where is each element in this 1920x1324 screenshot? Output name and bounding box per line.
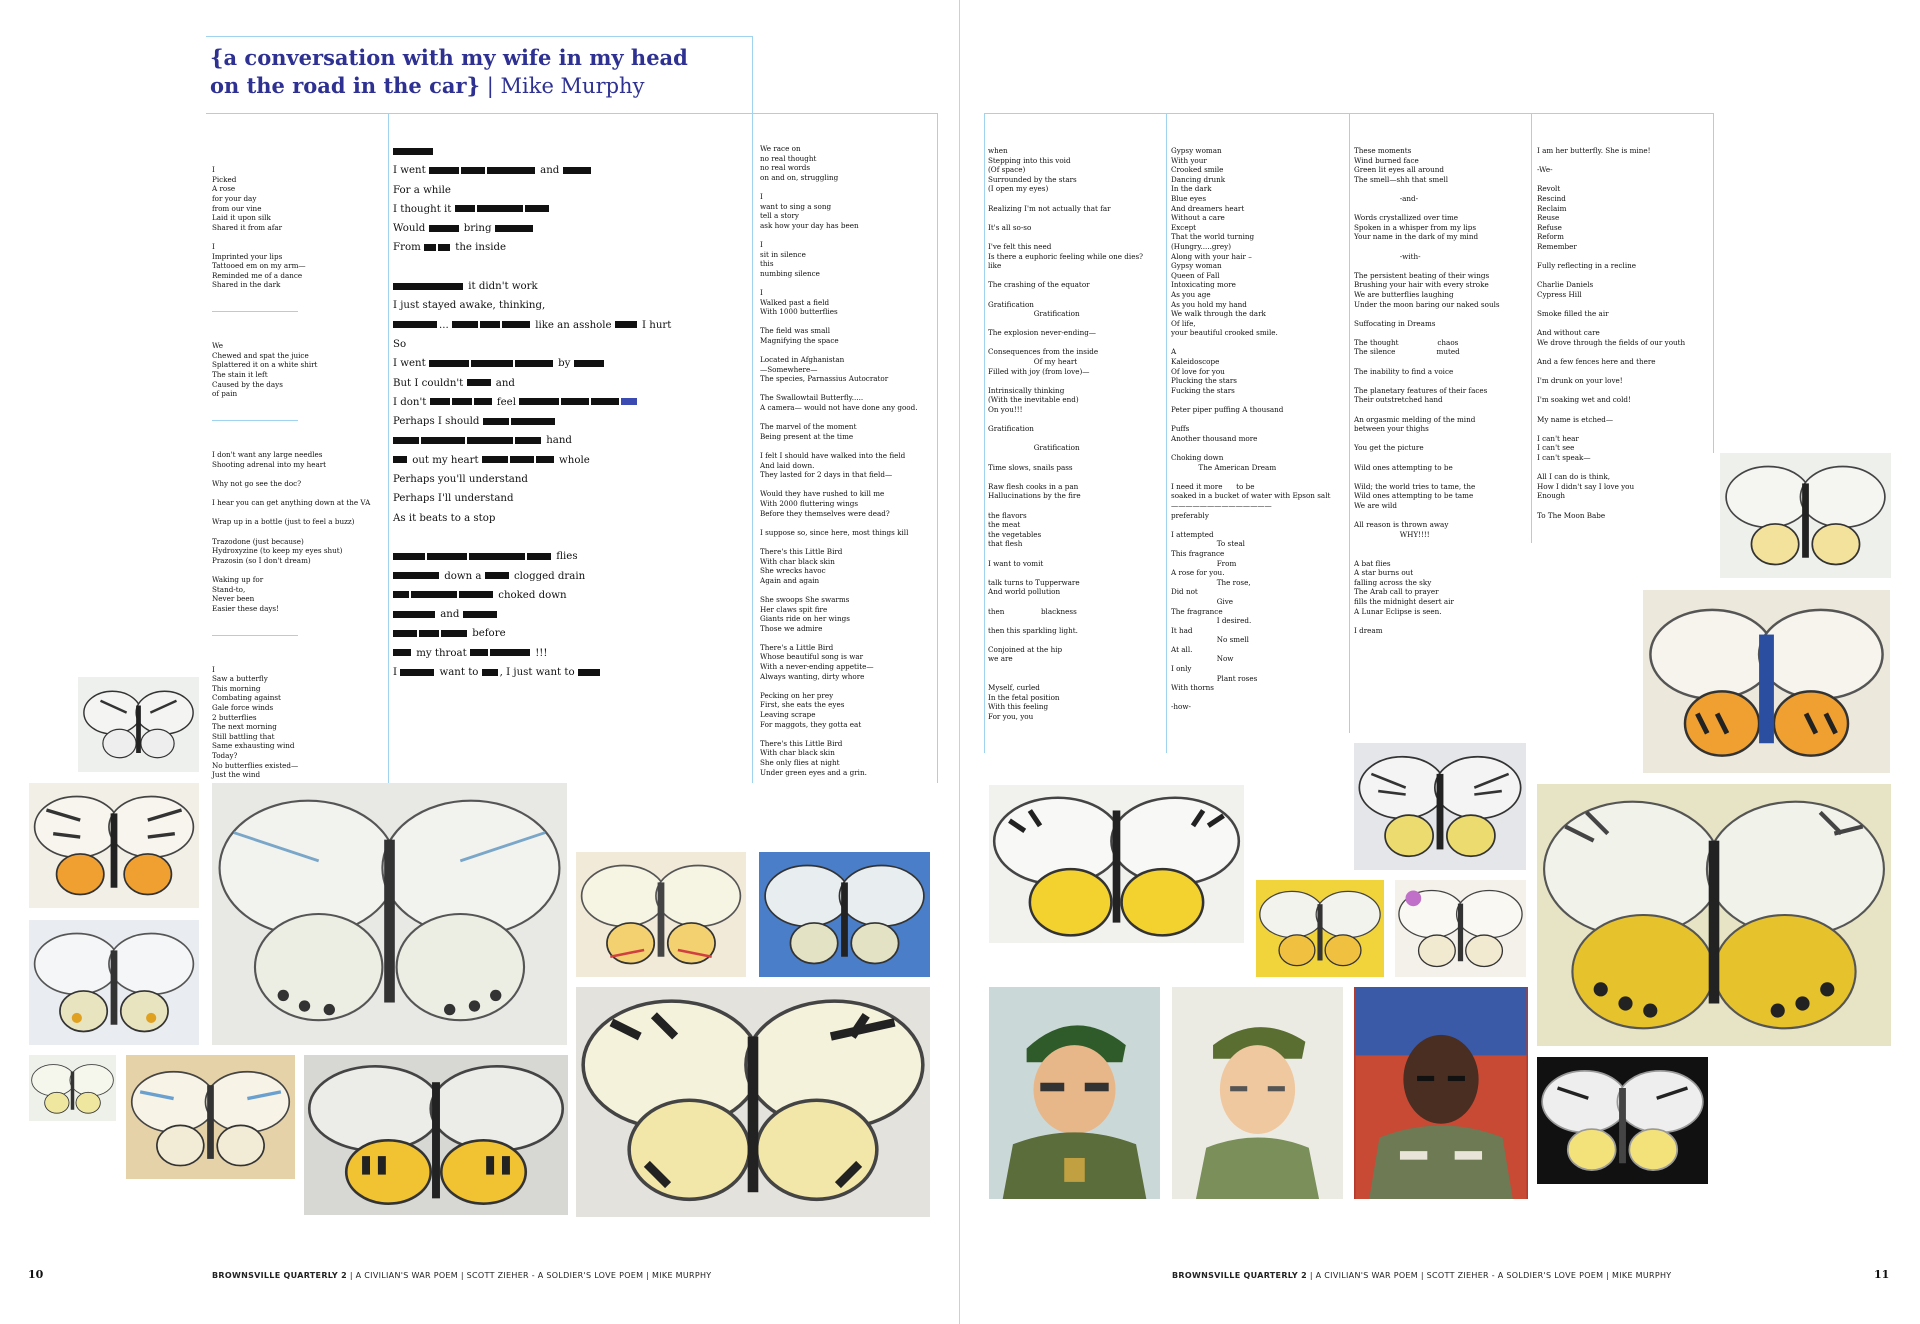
poem-column-1 <box>212 146 370 885</box>
title-line-1: {a conversation with my wife in my head <box>210 45 688 70</box>
poem-column-3: We race on no real thought no real words on and on, struggling I want to sing a song tell a story ask how your day has been I sit in silence this numbing silence I Walked past a field With 1000 butterflies The field was small Magnifying the space Located in Afghanistan —Somewhere— The species, Parnassius Autocrator The Swallowtail Butterfly..... A camera— would not have done any good. The marvel of the moment Being present at the time I felt I should have walked into the field And laid down. They lasted for 2 days in that field— Would they have rushed to kill me With 2000 fluttering wings Before they themselves were dead? I suppose so, since here, most things kill There's this Little Bird With char black skin She wrecks havoc Again and again She swoops She swarms Her claws spit fire Giants ride on her wings Those we admire There's a Little Bird Whose beautiful song is war With a never-ending appetite— Always wanting, dirty whore Pecking on her prey First, she eats the eyes Leaving scrape For maggots, they gotta eat There's this Little Bird With char black skin She only flies at night Under green eyes and a grin. <box>760 144 918 777</box>
poem-column-r2: Gypsy woman With your Crooked smile Dancing drunk In the dark Blue eyes And dreamers heart Without a care Except That the world turning (Hungry.....grey) Along with your hair – Gypsy woman Queen of Fall Intoxicating more As you age As you hold my hand We walk through the dark Of life, your beautiful crooked smile. A Kaleidoscope Of love for you Plucking the stars Fucking the stars Peter piper puffing A thousand Puffs Another thousand more Choking down The American Dream I need it more to be soaked in a bucket of water with Epson salt —————————————— preferably I attempted To steal This fragrance From A rose for you. The rose, Did not Give The fragrance I desired. It had No smell At all. Now I only Plant roses With thorns -how- <box>1171 146 1331 712</box>
redacted-line <box>393 393 671 412</box>
redaction-bar <box>480 321 500 328</box>
redaction-bar <box>515 437 541 444</box>
redaction-bar <box>578 669 600 676</box>
line-text: I hurt <box>638 319 672 331</box>
redaction-bar <box>429 225 459 232</box>
redaction-bar <box>482 669 498 676</box>
redaction-bar <box>487 167 535 174</box>
line-text: Would <box>393 223 429 235</box>
redaction-bar <box>482 456 508 463</box>
butterfly-painting-large <box>1537 784 1891 1046</box>
running-footer-right <box>1172 1271 1672 1280</box>
redacted-line <box>393 451 671 470</box>
redaction-bar <box>438 244 450 251</box>
redaction-bar <box>591 398 619 405</box>
butterfly-painting <box>576 852 746 977</box>
butterfly-painting <box>1354 743 1526 870</box>
line-text: From <box>393 242 424 254</box>
line-text: down a <box>441 570 485 582</box>
soldier-portrait <box>989 987 1160 1199</box>
title-author: Mike Murphy <box>500 74 645 98</box>
butterfly-painting <box>759 852 930 977</box>
redaction-bar <box>429 360 469 367</box>
line-text: Perhaps I'll understand <box>393 493 514 505</box>
redacted-line <box>393 509 671 528</box>
redaction-bar <box>393 572 439 579</box>
line-text: the inside <box>451 242 507 254</box>
butterfly-painting-large <box>576 987 930 1217</box>
line-text: But I couldn't <box>393 377 467 389</box>
line-text: before <box>469 628 506 640</box>
redaction-bar <box>515 360 553 367</box>
line-text: ... <box>439 319 452 331</box>
redaction-bar <box>427 553 467 560</box>
line-text: and <box>536 165 563 177</box>
redaction-bar <box>477 205 523 212</box>
butterfly-painting <box>1643 590 1890 773</box>
right-col-divider-0 <box>984 113 985 753</box>
poem-column-r4: I am her butterfly. She is mine! -We- Revolt Rescind Reclaim Reuse Refuse Reform Remember Fully reflecting in a recline Charlie Daniels Cypress Hill Smoke filled the air And without care We drove through the fields of our youth And a few fences here and there I'm drunk on your love! I'm soaking wet and cold! My name is etched— I can't hear I can't see I can't speak— All I can do is think, How I didn't say I love you Enough To The Moon Babe <box>1537 146 1686 520</box>
redaction-bar <box>459 591 493 598</box>
redaction-bar <box>483 418 509 425</box>
line-text: my throat <box>413 647 470 659</box>
right-col-divider-2 <box>1349 113 1350 733</box>
redaction-bar <box>455 205 475 212</box>
line-text: choked down <box>495 589 567 601</box>
magazine-name: BROWNSVILLE QUARTERLY 2 <box>212 1271 347 1280</box>
redacted-line <box>393 296 671 315</box>
redaction-bar <box>393 148 433 155</box>
butterfly-painting <box>989 785 1244 943</box>
redacted-line <box>393 605 671 624</box>
line-text: like an asshole <box>531 319 615 331</box>
line-text: Perhaps I should <box>393 416 483 428</box>
redacted-line <box>393 489 671 508</box>
redaction-bar <box>393 611 435 618</box>
poem-column-r3: These moments Wind burned face Green lit eyes all around The smell—shh that smell -and- Words crystallized over time Spoken in a whisper from my lips Your name in the dark of my mind -with- The persistent beating of their wings Brushing your hair with every stroke We are butterflies laughing Under the moon baring our naked souls Suffocating in Dreams The thought chaos The silence muted The inability to find a voice The planetary features of their faces Their outstretched hand An orgasmic melding of the mind between your thighs You get the picture Wild ones attempting to be Wild; the world tries to tame, the Wild ones attempting to be tame We are wild All reason is thrown away WHY!!!! A bat flies A star burns out falling across the sky The Arab call to prayer fills the midnight desert air A Lunar Eclipse is seen. I dream <box>1354 146 1500 635</box>
footer-credits: | A CIVILIAN'S WAR POEM | SCOTT ZIEHER - A SOLDIER'S LOVE POEM | MIKE MURPHY <box>1306 1271 1672 1280</box>
redaction-bar <box>463 611 497 618</box>
redacted-line <box>393 374 671 393</box>
stanza-rose: I Picked A rose for your day from our vine Laid it upon silk Shared it from afar I Imprinted your lips Tattooed em on my arm— Reminded me of a dance Shared in the dark <box>212 165 306 290</box>
redaction-bar <box>621 398 637 405</box>
redaction-bar <box>467 437 513 444</box>
line-text: I <box>393 667 401 679</box>
stanza-juice: We Chewed and spat the juice Splattered it on a white shirt The stain it left Caused by the days of pain <box>212 341 318 399</box>
redacted-line <box>393 181 671 200</box>
line-text: flies <box>553 551 578 563</box>
redaction-bar <box>561 398 589 405</box>
redaction-bar <box>393 437 419 444</box>
redacted-line <box>393 219 671 238</box>
stanza-butterfly: I Saw a butterfly This morning Combating against Gale force winds 2 butterflies The next morning Still battling that Same exhausting wind Today? No butterflies existed— Just the wind <box>212 664 299 780</box>
redaction-bar <box>441 630 467 637</box>
redaction-bar <box>495 225 533 232</box>
line-text: bring <box>460 223 495 235</box>
butterfly-painting <box>1395 880 1526 977</box>
redaction-bar <box>461 167 485 174</box>
line-text: !!! <box>531 647 548 659</box>
line-text: by <box>554 358 574 370</box>
redaction-bar <box>470 649 488 656</box>
redaction-bar <box>424 244 436 251</box>
redacted-line <box>393 277 671 296</box>
soldier-portrait <box>1354 987 1528 1199</box>
redaction-bar <box>563 167 591 174</box>
right-col-divider-4 <box>1713 113 1714 453</box>
redaction-bar <box>421 437 465 444</box>
redaction-bar <box>452 321 478 328</box>
butterfly-painting <box>1720 453 1891 578</box>
butterfly-painting-large <box>212 783 567 1045</box>
redaction-bar <box>474 398 492 405</box>
redaction-bar <box>393 630 417 637</box>
line-text: and <box>437 609 463 621</box>
poem-column-r1: when Stepping into this void (Of space) Surrounded by the stars (I open my eyes) Realizing I'm not actually that far It's all so-so I've felt this need Is there a euphoric feeling while one dies? like The crashing of the equator Gratification Gratification The explosion never-ending— Consequences from the inside Of my heart Filled with joy (from love)— Intrinsically thinking (With the inevitable end) On you!!! Gratification Gratification Time slows, snails pass Raw flesh cooks in a pan Hallucinations by the fire the flavors the meat the vegetables that flesh I want to vomit talk turns to Tupperware And world pollution then blackness then this sparkling light. Conjoined at the hip we are Myself, curled In the fetal position With this feeling For you, you <box>988 146 1143 722</box>
page-number-left: 10 <box>28 1268 44 1281</box>
redacted-line <box>393 238 671 257</box>
redaction-bar <box>429 167 459 174</box>
redaction-bar <box>393 591 409 598</box>
butterfly-painting <box>29 920 199 1045</box>
line-text: whole <box>555 454 590 466</box>
redaction-bar <box>411 591 457 598</box>
redaction-bar <box>510 456 534 463</box>
redacted-line <box>393 258 671 277</box>
running-footer-left <box>212 1271 712 1280</box>
redacted-line <box>393 142 671 161</box>
line-text: I don't <box>393 396 430 408</box>
redacted-line <box>393 547 671 566</box>
line-text: I thought it <box>393 203 455 215</box>
line-text: For a while <box>393 184 451 196</box>
line-text: feel <box>493 396 520 408</box>
redaction-bar <box>419 630 439 637</box>
redacted-line <box>393 624 671 643</box>
butterfly-painting <box>1537 1057 1708 1184</box>
line-text: clogged drain <box>510 570 586 582</box>
right-col-divider-1 <box>1166 113 1167 753</box>
redacted-line <box>393 412 671 431</box>
butterfly-painting <box>126 1055 295 1179</box>
line-text: I went <box>393 358 429 370</box>
line-text: it didn't work <box>465 281 538 293</box>
redacted-line <box>393 316 671 335</box>
line-text: out my heart <box>409 454 482 466</box>
line-text: I went <box>393 165 429 177</box>
redaction-bar <box>525 205 549 212</box>
line-text: want to <box>436 667 482 679</box>
redaction-bar <box>485 572 509 579</box>
stanza-divider <box>212 420 298 421</box>
redacted-poem <box>393 142 671 682</box>
redaction-bar <box>471 360 513 367</box>
redaction-bar <box>452 398 472 405</box>
redaction-bar <box>400 669 434 676</box>
butterfly-painting <box>78 677 199 772</box>
magazine-name: BROWNSVILLE QUARTERLY 2 <box>1172 1271 1307 1280</box>
redaction-bar <box>527 553 551 560</box>
page-number-right: 11 <box>1874 1268 1890 1281</box>
redacted-line <box>393 567 671 586</box>
title-separator: | <box>480 74 501 98</box>
redaction-bar <box>469 553 525 560</box>
stanza-needles: I don't want any large needles Shooting adrenal into my heart Why not go see the doc? I hear you can get anything down at the VA Wrap up in a bottle (just to feel a buzz) Trazodone (just because) Hydroxyzine (to keep my eyes shut) Prazosin (so I don't dream) Waking up for Stand-to, Never been Easier these days! <box>212 450 371 613</box>
redacted-line <box>393 470 671 489</box>
redacted-line <box>393 335 671 354</box>
redaction-bar <box>430 398 450 405</box>
left-col-divider-2 <box>752 113 753 783</box>
line-text: I just stayed awake, thinking, <box>393 300 546 312</box>
right-col-divider-3 <box>1531 113 1532 543</box>
title-line-2: on the road in the car} <box>210 73 481 98</box>
redacted-line <box>393 431 671 450</box>
line-text: , I just want to <box>499 667 578 679</box>
redaction-bar <box>519 398 559 405</box>
redaction-bar <box>467 379 491 386</box>
butterfly-painting <box>29 783 199 908</box>
butterfly-painting <box>304 1055 568 1215</box>
soldier-portrait <box>1172 987 1343 1199</box>
left-columns-rule <box>206 113 938 114</box>
line-text: and <box>492 377 515 389</box>
redaction-bar <box>393 321 437 328</box>
stanza-divider <box>212 311 298 312</box>
left-col-divider-3 <box>937 113 938 783</box>
redaction-bar <box>511 418 555 425</box>
butterfly-painting <box>29 1055 116 1121</box>
redacted-line <box>393 663 671 682</box>
redaction-bar <box>393 553 425 560</box>
stanza-divider <box>212 635 298 636</box>
redaction-bar <box>536 456 554 463</box>
footer-credits: | A CIVILIAN'S WAR POEM | SCOTT ZIEHER - A SOLDIER'S LOVE POEM | MIKE MURPHY <box>346 1271 712 1280</box>
line-text: So <box>393 338 407 350</box>
butterfly-painting <box>1256 880 1384 977</box>
redacted-line <box>393 644 671 663</box>
redacted-line <box>393 586 671 605</box>
redacted-line <box>393 528 671 547</box>
redacted-line <box>393 354 671 373</box>
page-spine <box>959 0 960 1324</box>
redaction-bar <box>490 649 530 656</box>
left-col-divider-1 <box>388 113 389 783</box>
redacted-line <box>393 161 671 180</box>
redaction-bar <box>393 456 407 463</box>
redacted-line <box>393 200 671 219</box>
redaction-bar <box>574 360 604 367</box>
line-text: hand <box>543 435 572 447</box>
line-text: As it beats to a stop <box>393 512 496 524</box>
redaction-bar <box>615 321 637 328</box>
redaction-bar <box>502 321 530 328</box>
poem-title <box>210 44 688 100</box>
redaction-bar <box>393 283 463 290</box>
line-text: Perhaps you'll understand <box>393 474 528 486</box>
redaction-bar <box>393 649 411 656</box>
